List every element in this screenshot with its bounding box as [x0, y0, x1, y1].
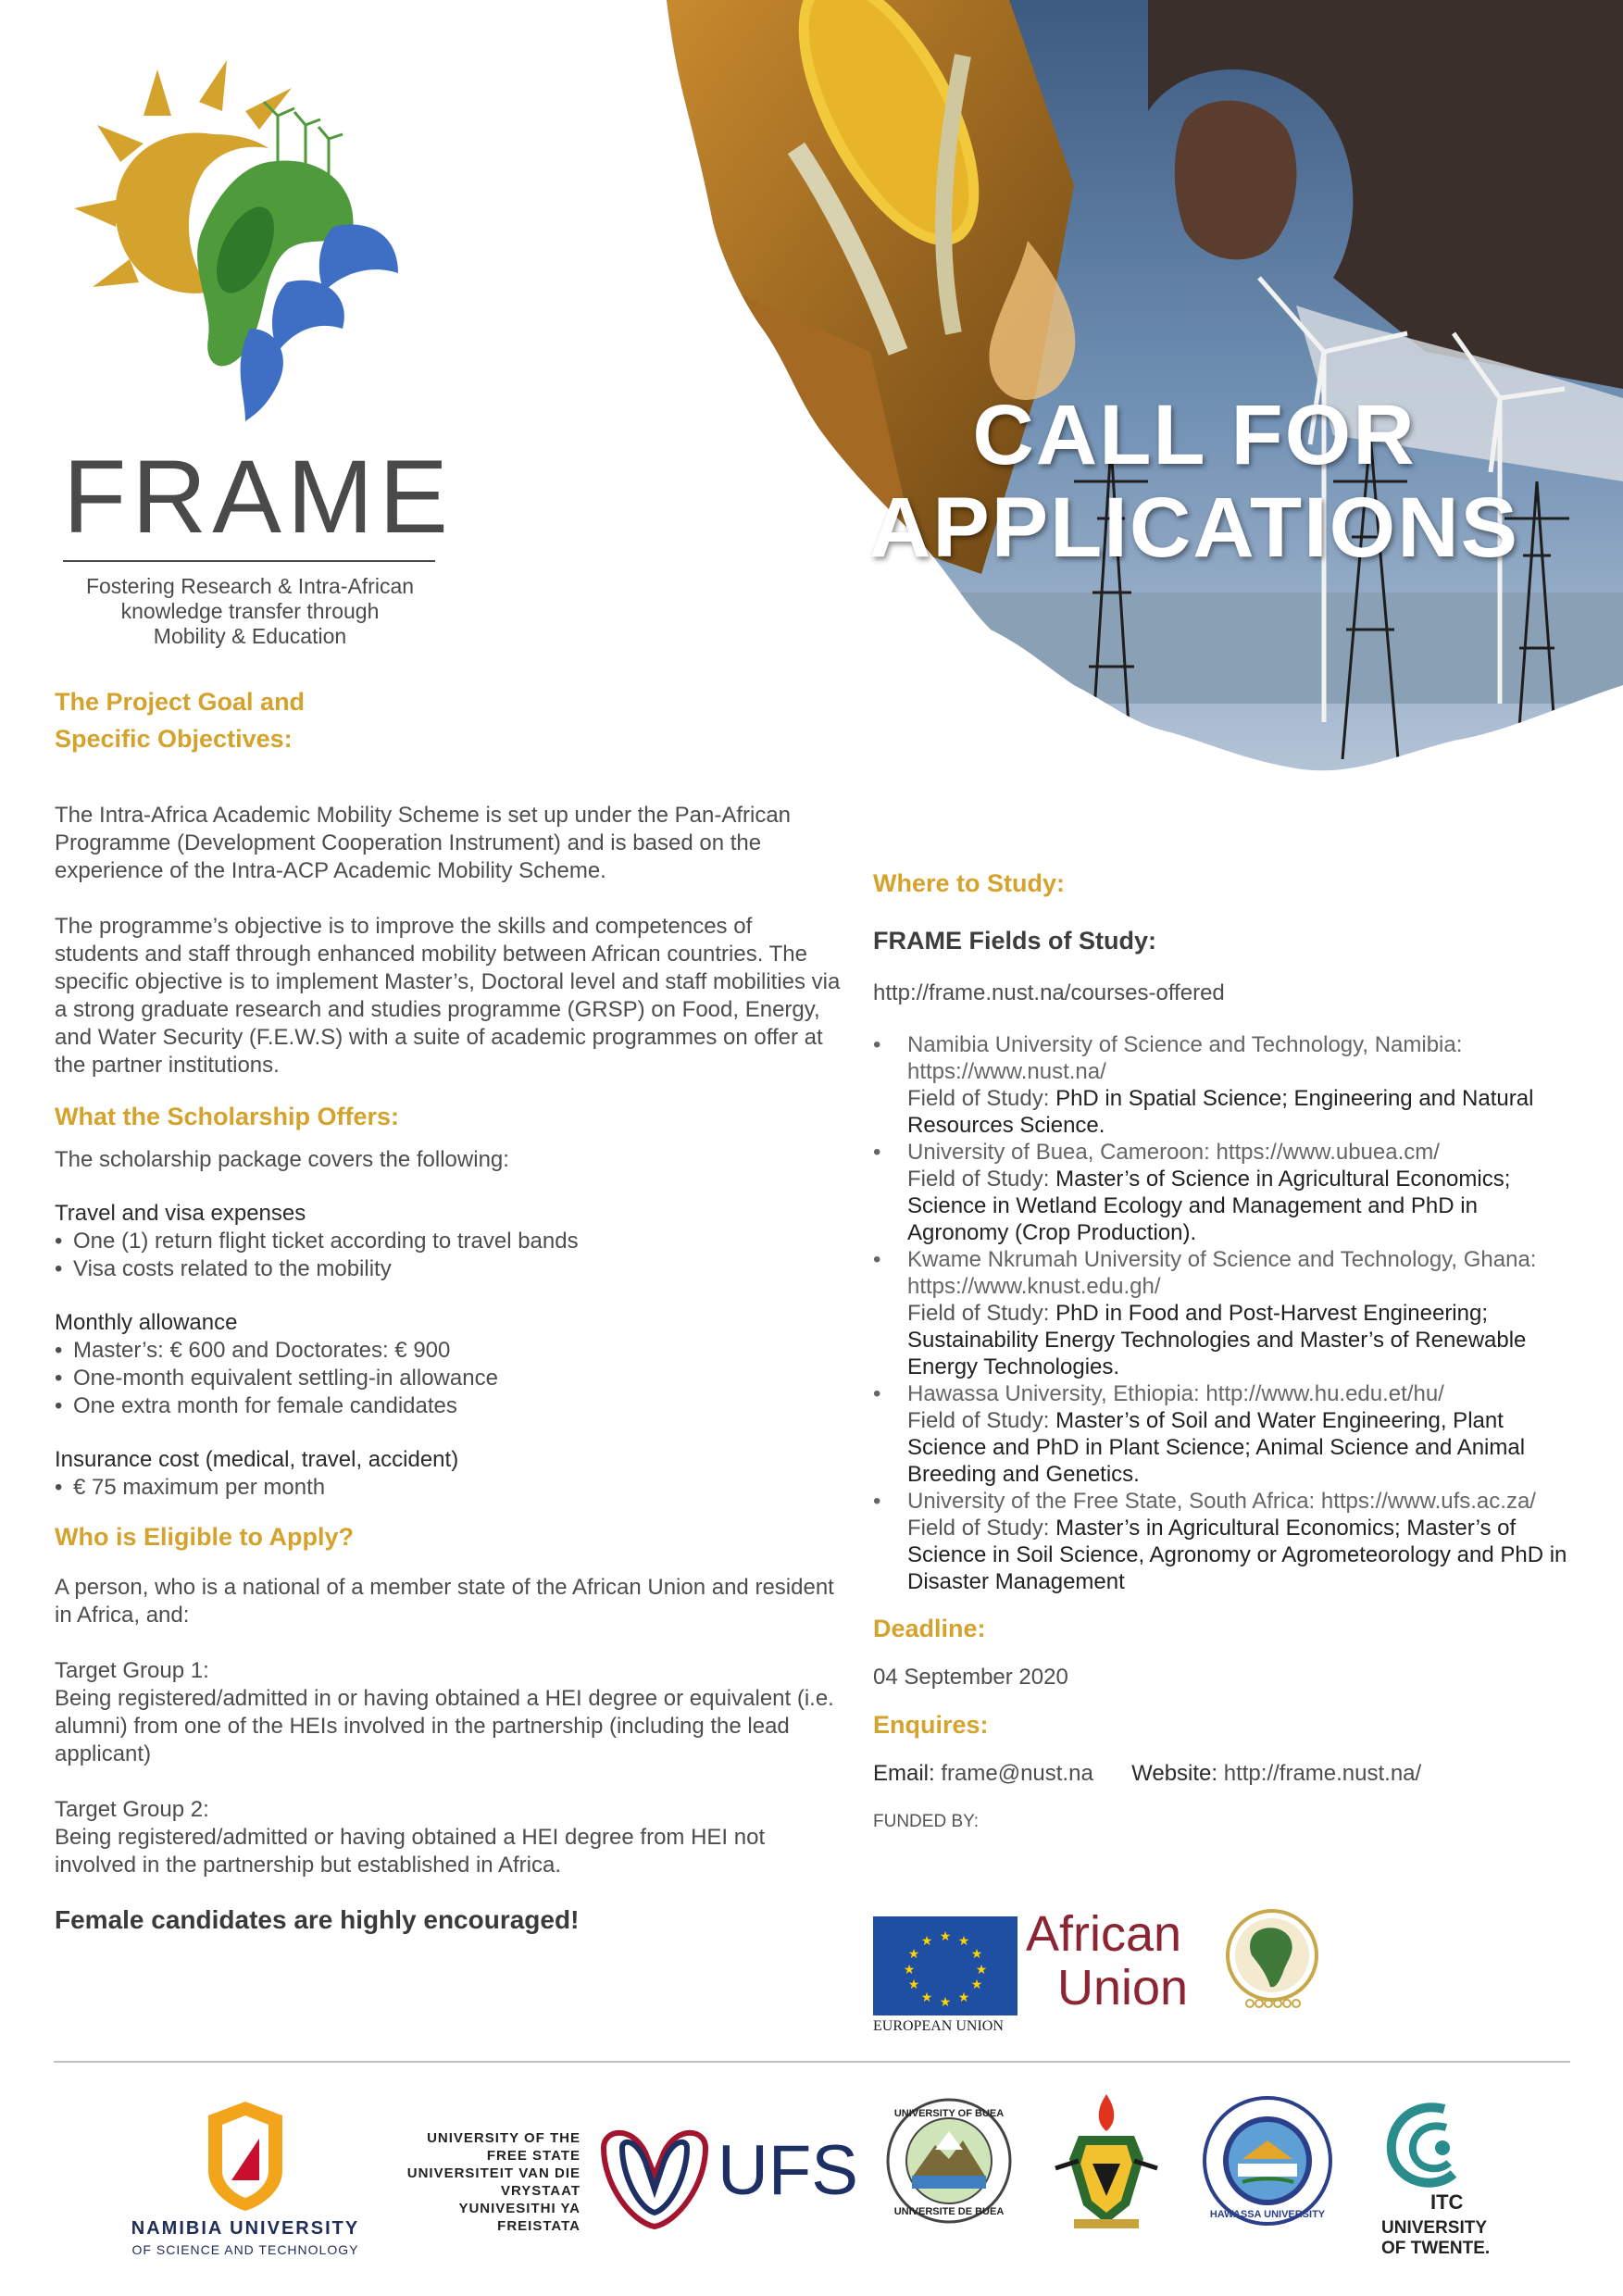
svg-text:★: ★	[939, 1995, 952, 2010]
hawassa-ring-text: HAWASSA UNIVERSITY	[1209, 2209, 1326, 2220]
list-item	[873, 1139, 1577, 1246]
list-item: • Master’s: € 600 and Doctorates: € 900	[55, 1337, 842, 1365]
right-column	[873, 865, 1577, 1832]
eligible-intro: A person, who is a national of a member state of the African Union and resident in Africa, and:	[55, 1575, 834, 1628]
field-of-study-value: Master’s of Science in Agricultural Economics; Science in Wetland Ecology and Management and PhD in Agronomy (Crop Production).	[907, 1167, 1511, 1245]
target-group-2-title: Target Group 2:	[55, 1797, 209, 1822]
list-item: • One (1) return flight ticket according to travel bands	[55, 1228, 842, 1255]
field-of-study-label: Field of Study:	[907, 1301, 1056, 1326]
ufs-wordmark: UFS	[718, 2131, 858, 2210]
buea-ring-text-top: UNIVERSITY OF BUEA	[893, 2108, 1005, 2119]
list-item: • One-month equivalent settling-in allowance	[55, 1365, 842, 1392]
goal-paragraph-1: The Intra-Africa Academic Mobility Scheme is set up under the Pan-African Programme (Development Cooperation Instrument) and is based on the experience of the Intra-ACP Academic Mobility Scheme.	[55, 803, 792, 883]
svg-text:★: ★	[907, 1978, 920, 1992]
svg-text:★: ★	[920, 1934, 933, 1949]
website-link[interactable]: http://frame.nust.na/	[1223, 1761, 1422, 1786]
itc-line: OF TWENTE.	[1381, 2239, 1491, 2258]
buea-ring-text-bottom: UNIVERSITE DE BUEA	[893, 2206, 1005, 2217]
enquires-heading: Enquires:	[873, 1711, 989, 1739]
list-item	[873, 1031, 1577, 1139]
au-line: African	[1026, 1906, 1182, 1962]
female-note: Female candidates are highly encouraged!	[55, 1905, 580, 1934]
itc-swirl-icon	[1380, 2100, 1481, 2192]
fields-heading: FRAME Fields of Study:	[873, 927, 1156, 955]
left-column	[55, 683, 842, 1935]
target-group-2-text: Being registered/admitted or having obtained a HEI degree from HEI not involved in the partnership but established in Africa.	[55, 1825, 766, 1878]
university-name: • Kwame Nkrumah University of Science and Technology, Ghana: https://www.knust.edu.gh/	[907, 1247, 1537, 1299]
ufs-line: UNIVERSITY OF THE	[427, 2130, 581, 2146]
email-link[interactable]: frame@nust.na	[941, 1761, 1093, 1786]
field-of-study-label: Field of Study:	[907, 1167, 1056, 1192]
university-list	[873, 1031, 1577, 1595]
funded-by-label: FUNDED BY:	[873, 1812, 980, 1831]
list-item: • Visa costs related to the mobility	[55, 1255, 842, 1283]
ufs-line: FREISTATA	[497, 2218, 581, 2234]
nust-shield-icon	[199, 2102, 292, 2213]
offers-intro: The scholarship package covers the following:	[55, 1147, 509, 1172]
target-group-1-text: Being registered/admitted in or having obtained a HEI degree or equivalent (i.e. alumni) from one of the HEIs involved in the partnership (including the lead applicant)	[55, 1686, 834, 1766]
list-item	[873, 1246, 1577, 1380]
frame-tagline	[56, 574, 444, 649]
goal-paragraph-2: The programme’s objective is to improve the skills and competences of students and staff through enhanced mobility between African countries. The specific objective is to implement Master’s, Doctoral level and staff mobilities via a strong graduate research and studies programme (GRSP) on Food, Energy, and Water Security (F.E.W.S) with a suite of academic programmes on offer at the partner institutions.	[55, 914, 841, 1078]
itc-line: UNIVERSITY	[1381, 2218, 1488, 2238]
field-of-study-label: Field of Study:	[907, 1516, 1056, 1541]
ufs-line: VRYSTAAT	[500, 2183, 581, 2199]
university-name: • Hawassa University, Ethiopia: http://www.hu.edu.et/hu/	[907, 1381, 1444, 1406]
eu-label: EUROPEAN UNION	[873, 2018, 1004, 2034]
frame-logo-icon	[56, 51, 444, 449]
courses-link[interactable]: http://frame.nust.na/courses-offered	[873, 980, 1225, 1005]
ufs-text-block	[375, 2129, 581, 2235]
insurance-list	[55, 1474, 842, 1502]
frame-wordmark: FRAME	[63, 439, 454, 555]
travel-list	[55, 1228, 842, 1283]
contact-line	[873, 1760, 1577, 1788]
ufs-line: FREE STATE	[486, 2148, 581, 2164]
allowance-title: Monthly allowance	[55, 1310, 238, 1335]
title-line-2: APPLICATIONS	[868, 480, 1520, 575]
website-label: Website:	[1131, 1761, 1218, 1786]
target-group-1-title: Target Group 1:	[55, 1658, 209, 1683]
insurance-title: Insurance cost (medical, travel, accident)	[55, 1447, 459, 1472]
deadline-value: 04 September 2020	[873, 1665, 1068, 1690]
list-item	[873, 1488, 1577, 1595]
logo-divider	[63, 560, 435, 562]
hawassa-university-seal-icon	[1201, 2094, 1334, 2228]
field-of-study-value: Master’s in Agricultural Economics; Master’s of Science in Soil Science, Agronomy or Agrometeorology and PhD in Disaster Management	[907, 1516, 1567, 1594]
nust-line-2: OF SCIENCE AND TECHNOLOGY	[131, 2242, 359, 2257]
tagline-line: Fostering Research & Intra-African	[85, 574, 415, 598]
university-of-buea-seal-icon	[884, 2094, 1014, 2228]
ufs-emblem-icon	[594, 2120, 715, 2231]
deadline-heading: Deadline:	[873, 1615, 986, 1642]
eu-flag-icon	[873, 1916, 1017, 2015]
goal-heading-line: Specific Objectives:	[55, 725, 293, 753]
ufs-line: YUNIVESITHI YA	[458, 2201, 581, 2216]
travel-title: Travel and visa expenses	[55, 1201, 306, 1226]
itc-university-text	[1381, 2218, 1490, 2259]
offers-heading: What the Scholarship Offers:	[55, 1103, 400, 1130]
svg-text:★: ★	[920, 1990, 933, 2005]
university-name: • Namibia University of Science and Technology, Namibia: https://www.nust.na/	[907, 1032, 1463, 1084]
tagline-line: knowledge transfer through	[120, 599, 380, 623]
goal-heading	[55, 683, 842, 757]
svg-text:★: ★	[957, 1990, 970, 2005]
list-item: • One extra month for female candidates	[55, 1392, 842, 1420]
eligible-heading: Who is Eligible to Apply?	[55, 1523, 354, 1551]
field-of-study-value: Master’s of Soil and Water Engineering, Plant Science and PhD in Plant Science; Animal Science and Animal Breeding and Genetics.	[907, 1408, 1526, 1487]
itc-wordmark: ITC	[1430, 2190, 1464, 2214]
tagline-line: Mobility & Education	[153, 624, 347, 648]
university-name: • University of the Free State, South Africa: https://www.ufs.ac.za/	[907, 1489, 1536, 1514]
field-of-study-label: Field of Study:	[907, 1086, 1056, 1111]
svg-text:★: ★	[970, 1947, 983, 1962]
african-union-emblem-icon	[1222, 1907, 1322, 2011]
where-heading: Where to Study:	[873, 869, 1065, 897]
svg-text:★: ★	[907, 1947, 920, 1962]
email-label: Email:	[873, 1761, 935, 1786]
field-of-study-value: PhD in Spatial Science; Engineering and Natural Resources Science.	[907, 1086, 1534, 1138]
list-item: • € 75 maximum per month	[55, 1474, 842, 1502]
title-line-1: CALL FOR	[972, 388, 1417, 482]
svg-text:★: ★	[957, 1934, 970, 1949]
svg-text:★: ★	[970, 1978, 983, 1992]
svg-text:★: ★	[975, 1963, 988, 1978]
svg-text:★: ★	[903, 1963, 916, 1978]
ufs-line: UNIVERSITEIT VAN DIE	[406, 2165, 581, 2181]
field-of-study-value: PhD in Food and Post-Harvest Engineering; Sustainability Energy Technologies and Master’s of Renewable Energy Technologies.	[907, 1301, 1527, 1379]
partners-divider	[54, 2061, 1570, 2063]
allowance-list	[55, 1337, 842, 1420]
call-for-applications-title	[796, 389, 1592, 574]
knust-crest-icon	[1051, 2094, 1162, 2233]
goal-heading-line: The Project Goal and	[55, 688, 306, 716]
university-name: • University of Buea, Cameroon: https://www.ubuea.cm/	[907, 1140, 1440, 1165]
nust-line-1: NAMIBIA UNIVERSITY	[131, 2218, 360, 2239]
au-line: Union	[1057, 1960, 1189, 2015]
list-item	[873, 1380, 1577, 1488]
field-of-study-label: Field of Study:	[907, 1408, 1056, 1433]
svg-text:★: ★	[939, 1929, 952, 1944]
african-union-wordmark	[1026, 1907, 1188, 2015]
